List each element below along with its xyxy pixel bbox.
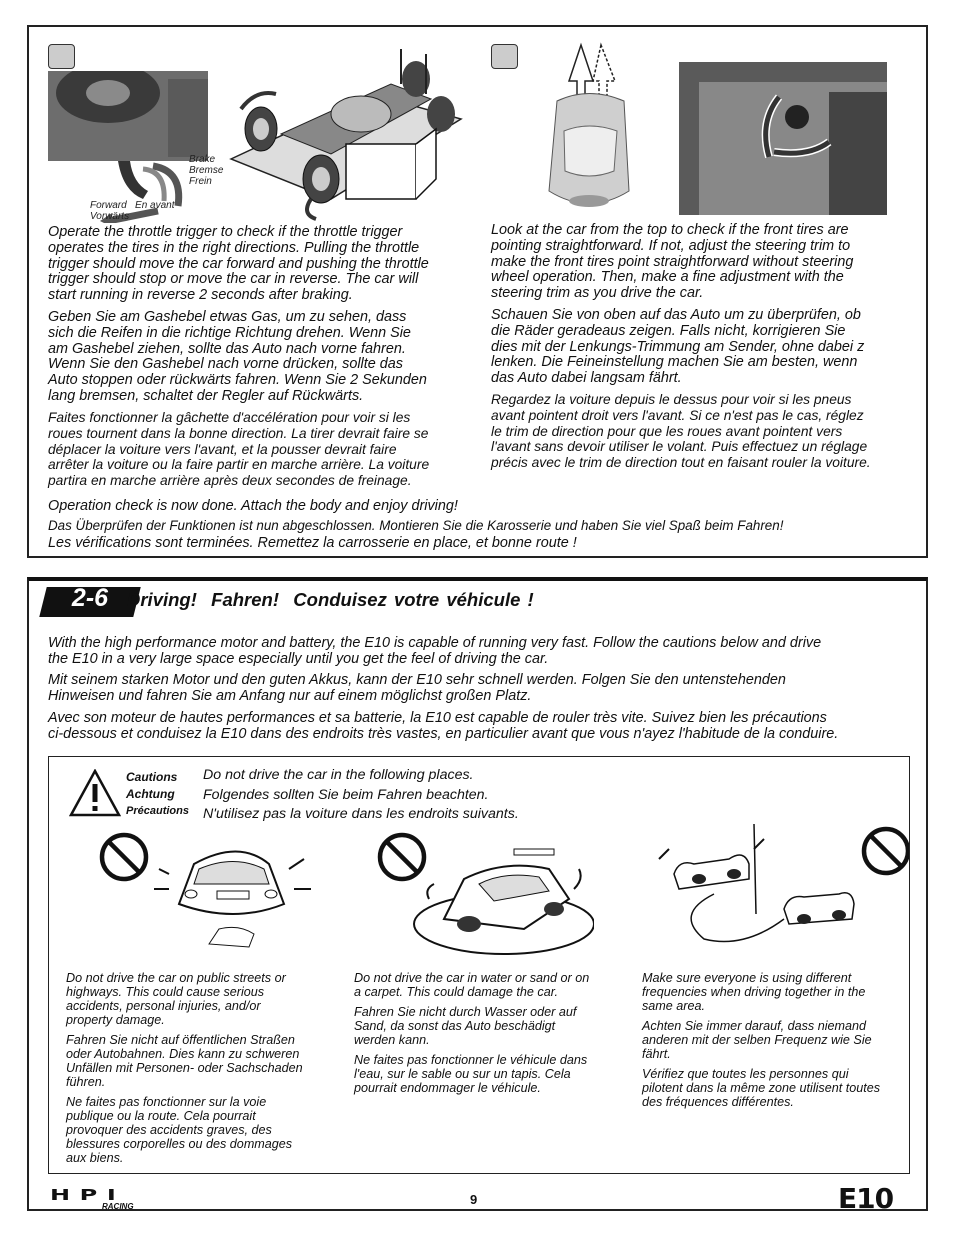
- brake-label: Brake Bremse Frein: [189, 154, 224, 187]
- model-logo: E10: [838, 1182, 894, 1215]
- caution-intro: Do not drive the car in the following places. Folgendes sollten Sie beim Fahren beachten. N'utilisez pas la voiture dans les endroits suivants.: [203, 767, 519, 822]
- throttle-check-de: Geben Sie am Gashebel etwas Gas, um zu sehen, dass sich die Reifen in die richtige Richtung drehen. Wenn Sie am Gashebel ziehen, sollte das Auto nach vorne fahren. Wenn Sie den Gashebel nach vorne drücken, sollte das Auto stoppen oder rückwärts fahren. Wenn Sie 2 Sekunden lang bremsen, schaltet der Regler auf Rückwärts.: [48, 309, 427, 404]
- caution-panel: [48, 756, 910, 1174]
- caution-column-frequency: Make sure everyone is using different frequencies when driving together in the same area. Achten Sie immer darauf, dass niemand anderen mit der selben Frequenz wie Sie fährt. Vérifiez que toutes les personnes qui pilotent dans la même zone utilisent toutes des fréquences différentes.: [642, 971, 881, 1109]
- operation-done-fr: Les vérifications sont terminées. Remettez la carrosserie en place, et bonne route !: [48, 535, 577, 551]
- no-street-driving-illustration: [99, 829, 319, 954]
- forward-label: Forward En avant Vorwärts: [90, 200, 175, 222]
- steering-check-de: Schauen Sie von oben auf das Auto um zu überprüfen, ob die Räder geradeaus zeigen. Falls nicht, korrigieren Sie dies mit der Lenkungs-Trimmung am Sender, ohne dabei z lenken. Die Feineinstellung machen Sie am besten, wenn das Auto dabei langsam fährt.: [491, 307, 865, 387]
- step-badge-right: [491, 44, 518, 69]
- section-number: 2-6: [71, 584, 109, 612]
- hpi-racing-logo: HPI RACING: [50, 1186, 134, 1211]
- operation-done-en: Operation check is now done. Attach the body and enjoy driving!: [48, 498, 458, 514]
- steering-trim-illustration: [679, 62, 887, 215]
- intro-en: With the high performance motor and battery, the E10 is capable of running very fast. Follow the cautions below and drive the E10 in a very large space especially until you get the feel of driving the car.: [48, 635, 822, 667]
- car-top-view-illustration: [539, 41, 639, 221]
- intro-de: Mit seinem starken Motor und den guten Akkus, kann der E10 sehr schnell werden. Folgen Sie den untenstehenden Hinweisen und fahren Sie am Anfang nur auf einem möglichst großen Platz.: [48, 672, 786, 704]
- chassis-illustration: [221, 39, 471, 224]
- step-badge-left: [48, 44, 75, 69]
- steering-check-fr: Regardez la voiture depuis le dessus pour voir si les pneus avant pointent droit vers l'avant. Si ce n'est pas le cas, réglez le trim de direction pour que les roues avant pointent vers l'avant sans devoir utiliser le volant. Puis effectuez un réglage précis avec le trim de direction tout en faisant rouler la voiture.: [491, 392, 871, 471]
- driving-section: [27, 577, 928, 1211]
- operation-done-de: Das Überprüfen der Funktionen ist nun abgeschlossen. Montieren Sie die Karosserie und haben Sie viel Spaß beim Fahren!: [48, 518, 784, 533]
- throttle-check-fr: Faites fonctionner la gâchette d'accélération pour voir si les roues tournent dans la bonne direction. La tirer devrait faire se déplacer la voiture vers l'avant, et la pousser devrait faire arrêter la voiture ou la faire partir en marche arrière. La voiture partira en marche arrière après deux secondes de freinage.: [48, 410, 430, 489]
- caution-column-street: Do not drive the car on public streets or highways. This could cause serious accidents, personal injuries, and/or property damage. Fahren Sie nicht auf öffentlichen Straßen oder Autobahnen. Dies kann zu schweren Unfällen mit Personen- oder Sachschaden führen. Ne faites pas fonctionner sur la voie publique ou la route. Cela pourrait provoquer des accidents graves, des blessures corporelles ou des dommages aux biens.: [66, 971, 303, 1165]
- intro-fr: Avec son moteur de hautes performances et sa batterie, la E10 est capable de rouler très vite. Suivez bien les précautions ci-dessous et conduisez la E10 dans des endroits très vastes, en particulier avant que vous n'ayez l'habitude de la conduire.: [48, 710, 839, 742]
- section-title: Driving! Fahren! Conduisez votre véhicule !: [127, 589, 534, 610]
- page-number: 9: [470, 1192, 478, 1207]
- operation-check-panel: [27, 25, 928, 558]
- caution-labels: Cautions Achtung Précautions: [126, 770, 189, 817]
- caution-column-water: Do not drive the car in water or sand or on a carpet. This could damage the car. Fahren Sie nicht durch Wasser oder auf Sand, da sonst das Auto beschädigt werden kann. Ne faites pas fonctionner le véhicule dans l'eau, sur le sable ou sur un tapis. Cela pourrait endommager le véhicule.: [354, 971, 590, 1095]
- frequency-interference-illustration: [654, 819, 909, 959]
- throttle-check-en: Operate the throttle trigger to check if the throttle trigger operates the tires in the right directions. Pulling the throttle trigger should move the car forward and pushing the throttle trigger should stop or move the car in reverse. The car will start running in reverse 2 seconds after braking.: [48, 224, 429, 304]
- steering-check-en: Look at the car from the top to check if the front tires are pointing straightforward. If not, adjust the steering trim to make the front tires point straightforward without steering wheel operation. Then, make a fine adjustment with the steering trim as you drive the car.: [491, 222, 854, 302]
- warning-triangle-icon: [69, 769, 121, 817]
- no-water-driving-illustration: [374, 829, 594, 959]
